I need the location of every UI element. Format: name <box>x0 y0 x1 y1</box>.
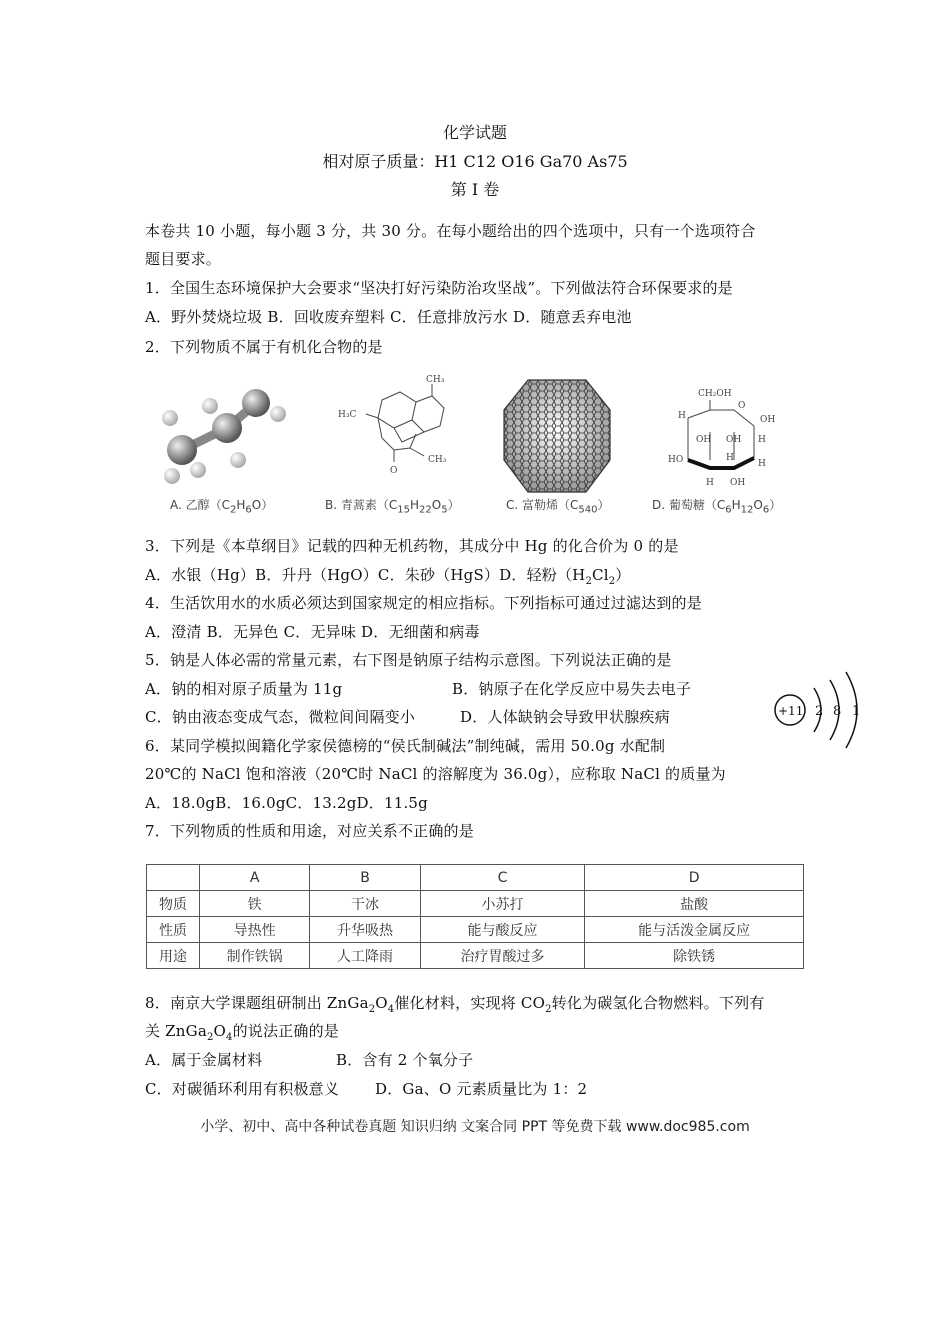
q4-stem: 4．生活饮用水的水质必须达到国家规定的相应指标。下列指标可通过过滤达到的是 <box>145 594 702 612</box>
table-row <box>147 917 804 943</box>
table-row <box>147 891 804 917</box>
nucleus-charge: +11 <box>778 704 804 718</box>
table-cell: D <box>585 865 804 891</box>
page-title: 化学试题 <box>442 123 507 142</box>
ch2oh-label: CH₂OH <box>698 389 732 399</box>
q4-options: A．澄清 B．无异色 C．无异味 D．无细菌和病毒 <box>145 623 480 641</box>
caption-ethanol: A. 乙醇$(C_2H_6O)$ <box>170 498 274 516</box>
q1-stem: 1．全国生态环境保护大会要求“坚决打好污染防治攻坚战”。下列做法符合环保要求的是 <box>145 279 733 297</box>
q5-option-a: A．钠的相对原子质量为 11g <box>145 680 343 698</box>
table-cell: 治疗胃酸过多 <box>420 943 585 969</box>
table-cell: 人工降雨 <box>310 943 420 969</box>
q8-option-d: D．Ga、O 元素质量比为 1：2 <box>375 1080 588 1098</box>
table-cell <box>147 865 200 891</box>
table-cell: 升华吸热 <box>310 917 420 943</box>
table-cell: 小苏打 <box>420 891 585 917</box>
footer-download-link: 小学、初中、高中各种试卷真题 知识归纳 文案合同 PPT 等免费下载 www.doc985.com <box>200 1119 750 1135</box>
table-cell: 除铁锈 <box>585 943 804 969</box>
q5-option-d: D．人体缺钠会导致甲状腺疾病 <box>460 708 670 726</box>
table-cell: 铁 <box>200 891 310 917</box>
h-label-5: H <box>758 459 766 469</box>
q3-stem: 3．下列是《本草纲目》记载的四种无机药物，其成分中 Hg 的化合价为 0 的是 <box>145 537 679 555</box>
ho-label: HO <box>668 455 684 465</box>
ch3-right-label: CH₃ <box>428 455 447 465</box>
table-cell: 物质 <box>147 891 200 917</box>
table-cell: C <box>420 865 585 891</box>
oh-label-1: OH <box>760 415 776 425</box>
properties-table <box>146 864 804 969</box>
table-row <box>147 865 804 891</box>
shell-3-electrons: 1 <box>852 704 861 719</box>
oh-label-2: OH <box>696 435 712 445</box>
h-label-4: H <box>706 478 714 488</box>
q3-options: A．水银（Hg）B．升丹（HgO）C．朱砂（HgS）D．轻粉$(H_2Cl_2)$ <box>145 566 631 587</box>
table-cell: 性质 <box>147 917 200 943</box>
q6-line-1: 6．某同学模拟闽籍化学家侯德榜的“侯氏制碱法”制纯碱，需用 50.0g 水配制 <box>145 737 666 755</box>
caption-glucose: D. 葡萄糖$(C_6H_{12}O_6)$ <box>652 498 782 516</box>
h-label-2: H <box>758 435 766 445</box>
o-ring-label: O <box>738 401 746 411</box>
caption-fullerene: C. 富勒烯$(C_{540})$ <box>506 498 610 516</box>
q8-option-b: B．含有 2 个氧分子 <box>336 1051 474 1069</box>
caption-artemisinin: B. 青蒿素$(C_{15}H_{22}O_5)$ <box>325 498 460 516</box>
q5-stem: 5．钠是人体必需的常量元素，右下图是钠原子结构示意图。下列说法正确的是 <box>145 651 672 669</box>
q8-line-2: 关 $ZnGa_2O_4$的说法正确的是 <box>145 1022 340 1043</box>
table-cell: 干冰 <box>310 891 420 917</box>
q6-line-2: 20℃的 NaCl 饱和溶液（20℃时 NaCl 的溶解度为 36.0g），应称取 NaCl 的质量为 <box>145 765 726 783</box>
q6-options: A．18.0gB．16.0gC．13.2gD．11.5g <box>145 794 428 812</box>
table-cell: 制作铁锅 <box>200 943 310 969</box>
table-cell: 用途 <box>147 943 200 969</box>
h3c-label: H₃C <box>338 410 357 420</box>
sodium-atom-diagram <box>770 668 870 752</box>
table-cell: 能与活泼金属反应 <box>585 917 804 943</box>
oh-label-3: OH <box>726 435 742 445</box>
o-bottom-label: O <box>390 466 398 476</box>
shell-2-electrons: 8 <box>833 704 842 719</box>
table-cell: 盐酸 <box>585 891 804 917</box>
oh-label-4: OH <box>730 478 746 488</box>
q7-stem: 7．下列物质的性质和用途，对应关系不正确的是 <box>145 822 474 840</box>
volume-label: 第 I 卷 <box>450 180 500 199</box>
ch3-top-label: CH₃ <box>426 375 445 385</box>
table-cell: B <box>310 865 420 891</box>
table-cell: 能与酸反应 <box>420 917 585 943</box>
h-label-3: H <box>726 453 734 463</box>
intro-line-1: 本卷共 10 小题，每小题 3 分，共 30 分。在每小题给出的四个选项中，只有一个选项符合 <box>145 222 756 240</box>
table-cell: A <box>200 865 310 891</box>
q8-option-c: C．对碳循环利用有积极意义 <box>145 1080 340 1098</box>
table-row <box>147 943 804 969</box>
shell-1-electrons: 2 <box>815 704 824 719</box>
q5-option-c: C．钠由液态变成气态，微粒间间隔变小 <box>145 708 416 726</box>
h-label-1: H <box>678 411 686 421</box>
q8-option-a: A．属于金属材料 <box>145 1051 263 1069</box>
q1-options: A．野外焚烧垃圾 B．回收废弃塑料 C．任意排放污水 D．随意丢弃电池 <box>145 308 632 326</box>
intro-line-2: 题目要求。 <box>145 250 222 268</box>
q5-option-b: B．钠原子在化学反应中易失去电子 <box>452 680 692 698</box>
atomic-mass-line: 相对原子质量：H1 C12 O16 Ga70 As75 <box>322 152 628 171</box>
q2-stem: 2．下列物质不属于有机化合物的是 <box>145 338 383 356</box>
table-cell: 导热性 <box>200 917 310 943</box>
q8-line-1: 8．南京大学课题组研制出 $ZnGa_2O_4$催化材料，实现将 $CO_2$转化为碳氢化合物燃料。下列有 <box>145 994 765 1015</box>
